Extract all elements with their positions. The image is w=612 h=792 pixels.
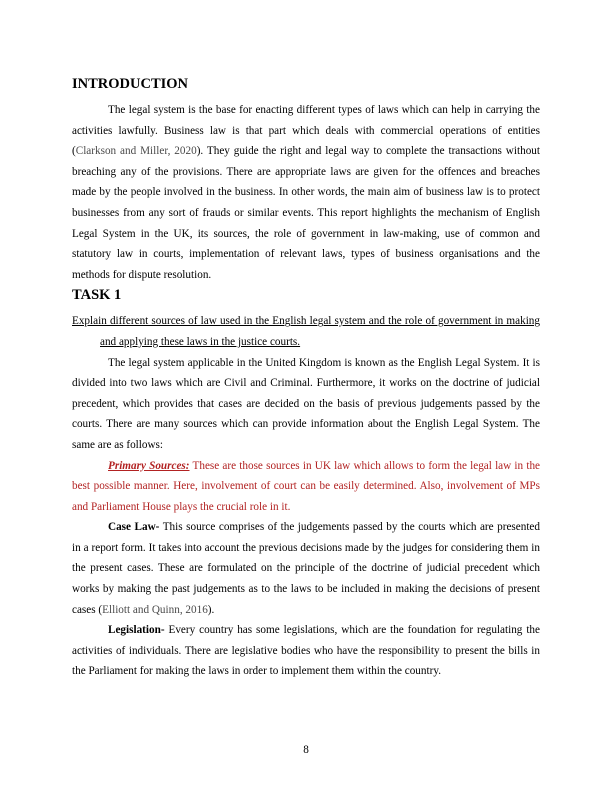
introduction-citation: Clarkson and Miller, 2020 xyxy=(75,145,197,158)
primary-sources-label: Primary Sources: xyxy=(108,459,190,472)
introduction-text-part1: The legal system is the base for enacting different types of laws which can help in carrying the activities lawfully. Business law is that part which deals with commercial operations of entities ( xyxy=(72,104,540,158)
legislation-paragraph xyxy=(72,620,540,682)
primary-sources-paragraph xyxy=(72,456,540,518)
case-law-citation: Elliott and Quinn, 2016 xyxy=(102,603,208,616)
legislation-label: Legislation- xyxy=(108,624,165,637)
task1-heading: TASK 1 xyxy=(72,287,122,304)
introduction-heading: INTRODUCTION xyxy=(72,76,189,92)
task1-intro-paragraph: The legal system applicable in the United Kingdom is known as the English Legal System. It is divided into two laws which are Civil and Criminal. Furthermore, it works on the doctrine of judicial precedent, which provides that cases are decided on the basis of previous judgements passed by the courts. There are many sources which can provide information about the English Legal System. The same are as follows: xyxy=(72,356,540,451)
page-content xyxy=(72,74,540,682)
legislation-text: Every country has some legislations, which are the foundation for regulating the activities of individuals. There are legislative bodies who have the responsibility to present the bills in the Parliament for making the laws in order to implement them within the country. xyxy=(72,624,540,678)
introduction-text-part2: ). They guide the right and legal way to complete the transactions without breaching any of the provisions. There are appropriate laws are given for the offences and breaches made by the people involved in the business. In other words, the main aim of business law is to protect businesses from any sort of frauds or similar events. This report highlights the mechanism of English Legal System in the UK, its sources, the role of government in law-making, use of common and statutory law in courts, implementation of relevant laws, types of business organisations and the methods for dispute resolution. xyxy=(72,145,540,281)
case-law-text-part2: ). xyxy=(207,603,215,616)
task1-question: Explain different sources of law used in the English legal system and the role of government in making and applying these laws in the justice courts. xyxy=(72,315,540,348)
introduction-paragraph xyxy=(72,100,540,285)
case-law-text-part1: This source comprises of the judgements passed by the courts which are presented in a report form. It takes into account the previous decisions made by the judges for considering them in the present cases. These are formulated on the principle of the doctrine of judicial precedent which works by making the past judgements as to the laws to be included in making the decisions of present cases ( xyxy=(72,521,540,616)
case-law-label: Case Law- xyxy=(108,521,160,534)
primary-sources-text: These are those sources in UK law which allows to form the legal law in the best possible manner. Here, involvement of court can be easily determined. Also, involvement of MPs and Parliament House plays the crucial role in it. xyxy=(72,459,540,513)
case-law-paragraph xyxy=(72,517,540,620)
page-number: 8 xyxy=(303,744,309,756)
